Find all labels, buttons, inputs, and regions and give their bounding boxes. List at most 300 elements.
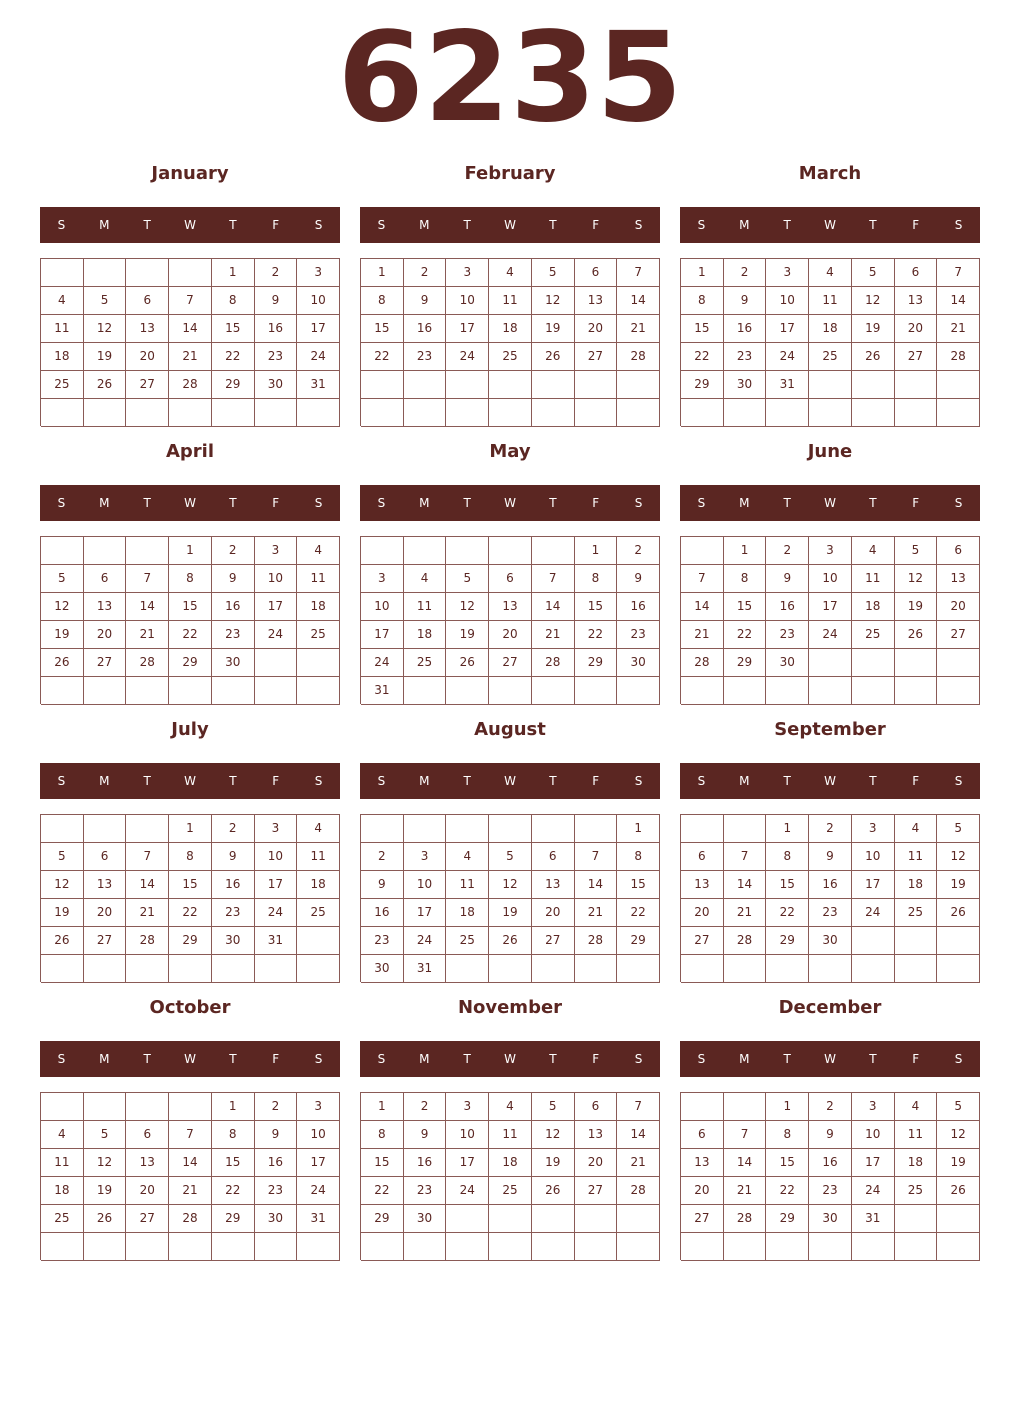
empty-cell [809,1233,852,1261]
day-cell: 5 [937,1093,980,1121]
day-cell: 14 [169,315,212,343]
day-cell: 21 [724,1177,767,1205]
day-cell: 19 [446,621,489,649]
day-cell: 22 [212,1177,255,1205]
day-cell: 26 [84,1205,127,1233]
weekday-label: S [314,774,323,788]
day-cell: 31 [361,677,404,705]
empty-cell [361,371,404,399]
empty-cell [404,537,447,565]
day-cell: 22 [169,899,212,927]
day-cell: 24 [255,899,298,927]
empty-cell [361,815,404,843]
month-name: July [171,719,209,740]
day-cell: 25 [41,1205,84,1233]
weekday-label: F [272,218,280,232]
day-cell: 10 [297,1121,340,1149]
weekday-label: T [229,774,237,788]
day-cell: 9 [617,565,660,593]
day-cell: 7 [169,1121,212,1149]
day-cell: 11 [895,843,938,871]
empty-cell [297,927,340,955]
weekday-label: S [634,218,643,232]
weekday-label: W [824,1052,836,1066]
empty-cell [255,1233,298,1261]
empty-cell [617,1233,660,1261]
day-cell: 17 [852,871,895,899]
empty-cell [41,259,84,287]
day-cell: 16 [361,899,404,927]
empty-cell [766,955,809,983]
empty-cell [681,1233,724,1261]
empty-cell [404,815,447,843]
day-cell: 22 [766,1177,809,1205]
day-cell: 21 [169,343,212,371]
empty-cell [255,677,298,705]
day-cell: 10 [809,565,852,593]
empty-cell [297,955,340,983]
weekday-label: S [954,774,963,788]
day-cell: 3 [361,565,404,593]
day-cell: 22 [724,621,767,649]
day-cell: 12 [937,843,980,871]
day-cell: 19 [937,871,980,899]
weekday-label: S [634,1052,643,1066]
weekday-label: S [697,496,706,510]
weekday-label: W [824,218,836,232]
day-cell: 10 [255,565,298,593]
day-cell: 28 [169,1205,212,1233]
weekday-label: S [314,218,323,232]
day-cell: 9 [724,287,767,315]
day-cell: 17 [446,315,489,343]
month-name: April [165,441,215,462]
day-cell: 5 [41,843,84,871]
day-cell: 6 [681,843,724,871]
day-cell: 26 [532,343,575,371]
day-cell: 20 [84,899,127,927]
empty-cell [169,1093,212,1121]
day-cell: 21 [617,315,660,343]
day-cell: 27 [895,343,938,371]
weekday-label: S [697,1052,706,1066]
weekday-label: S [57,218,66,232]
day-cell: 15 [169,593,212,621]
day-cell: 14 [617,287,660,315]
weekday-label: T [783,496,791,510]
day-cell: 31 [404,955,447,983]
weekday-header [360,207,660,243]
day-cell: 1 [212,259,255,287]
empty-cell [617,677,660,705]
empty-cell [126,259,169,287]
day-cell: 6 [575,259,618,287]
day-cell: 11 [809,287,852,315]
weekday-label: W [824,774,836,788]
day-grid [40,1092,340,1260]
weekday-label: M [99,774,110,788]
day-cell: 3 [255,537,298,565]
day-cell: 12 [532,1121,575,1149]
empty-cell [84,955,127,983]
empty-cell [404,1233,447,1261]
day-cell: 29 [766,927,809,955]
day-cell: 30 [404,1205,447,1233]
empty-cell [489,1233,532,1261]
day-cell: 3 [297,259,340,287]
day-cell: 21 [937,315,980,343]
day-cell: 15 [617,871,660,899]
empty-cell [724,1233,767,1261]
weekday-header [360,485,660,521]
weekday-label: T [783,774,791,788]
empty-cell [297,649,340,677]
day-cell: 10 [852,843,895,871]
weekday-label: M [99,218,110,232]
day-cell: 14 [724,871,767,899]
day-cell: 3 [404,843,447,871]
day-cell: 4 [41,1121,84,1149]
empty-cell [895,399,938,427]
day-cell: 12 [852,287,895,315]
weekday-label: T [869,218,877,232]
day-cell: 29 [212,1205,255,1233]
weekday-label: M [99,496,110,510]
empty-cell [937,649,980,677]
weekday-label: S [377,1052,386,1066]
weekday-label: F [592,1052,600,1066]
day-cell: 10 [361,593,404,621]
empty-cell [895,1205,938,1233]
day-cell: 9 [212,565,255,593]
weekday-label: S [57,496,66,510]
day-cell: 4 [489,1093,532,1121]
day-cell: 3 [255,815,298,843]
empty-cell [575,677,618,705]
day-cell: 12 [41,871,84,899]
empty-cell [766,399,809,427]
day-cell: 24 [297,1177,340,1205]
day-cell: 13 [937,565,980,593]
day-cell: 4 [446,843,489,871]
empty-cell [41,399,84,427]
weekday-label: T [549,496,557,510]
day-cell: 22 [766,899,809,927]
empty-cell [617,955,660,983]
day-cell: 7 [724,1121,767,1149]
empty-cell [532,955,575,983]
day-cell: 4 [489,259,532,287]
day-cell: 27 [575,343,618,371]
empty-cell [212,399,255,427]
day-cell: 4 [41,287,84,315]
weekday-header [680,207,980,243]
empty-cell [895,955,938,983]
day-grid [360,536,660,704]
day-cell: 2 [361,843,404,871]
empty-cell [212,955,255,983]
day-cell: 15 [724,593,767,621]
day-cell: 24 [766,343,809,371]
day-cell: 3 [446,1093,489,1121]
weekday-label: S [697,218,706,232]
day-cell: 1 [681,259,724,287]
day-cell: 9 [255,1121,298,1149]
day-cell: 21 [617,1149,660,1177]
day-cell: 14 [126,593,169,621]
day-cell: 29 [361,1205,404,1233]
day-cell: 29 [681,371,724,399]
empty-cell [84,1233,127,1261]
day-cell: 28 [169,371,212,399]
day-cell: 13 [575,287,618,315]
weekday-label: F [272,496,280,510]
weekday-label: S [377,774,386,788]
day-cell: 7 [575,843,618,871]
day-cell: 16 [212,593,255,621]
day-cell: 26 [446,649,489,677]
day-cell: 14 [724,1149,767,1177]
day-cell: 9 [255,287,298,315]
day-cell: 4 [852,537,895,565]
weekday-label: S [57,1052,66,1066]
day-cell: 25 [489,1177,532,1205]
day-cell: 2 [766,537,809,565]
day-cell: 18 [489,315,532,343]
day-cell: 23 [809,1177,852,1205]
empty-cell [937,371,980,399]
day-cell: 13 [681,871,724,899]
empty-cell [404,399,447,427]
day-cell: 11 [489,287,532,315]
empty-cell [169,955,212,983]
day-cell: 1 [766,815,809,843]
weekday-label: W [504,496,516,510]
day-cell: 25 [297,899,340,927]
weekday-label: T [549,1052,557,1066]
day-cell: 23 [404,343,447,371]
day-cell: 10 [255,843,298,871]
day-cell: 31 [297,1205,340,1233]
day-cell: 14 [937,287,980,315]
empty-cell [84,537,127,565]
day-cell: 13 [126,1149,169,1177]
day-cell: 8 [212,1121,255,1149]
day-cell: 23 [724,343,767,371]
day-cell: 27 [575,1177,618,1205]
weekday-label: M [419,1052,430,1066]
day-cell: 4 [895,1093,938,1121]
day-cell: 2 [404,259,447,287]
weekday-label: T [869,1052,877,1066]
day-cell: 1 [766,1093,809,1121]
empty-cell [532,537,575,565]
day-cell: 20 [575,1149,618,1177]
empty-cell [766,1233,809,1261]
day-cell: 25 [895,899,938,927]
empty-cell [41,677,84,705]
weekday-label: F [912,1052,920,1066]
empty-cell [852,371,895,399]
empty-cell [255,649,298,677]
weekday-label: S [314,496,323,510]
day-cell: 5 [41,565,84,593]
empty-cell [937,955,980,983]
day-cell: 15 [681,315,724,343]
day-cell: 21 [681,621,724,649]
day-cell: 18 [446,899,489,927]
empty-cell [489,399,532,427]
empty-cell [937,399,980,427]
day-cell: 5 [532,259,575,287]
day-cell: 25 [895,1177,938,1205]
day-cell: 17 [809,593,852,621]
day-cell: 26 [41,927,84,955]
day-grid [680,1092,980,1260]
weekday-label: M [419,496,430,510]
day-cell: 8 [361,1121,404,1149]
day-cell: 18 [297,593,340,621]
empty-cell [446,677,489,705]
day-cell: 20 [681,1177,724,1205]
month-name: June [807,441,853,462]
month-name: August [474,719,546,740]
day-cell: 22 [681,343,724,371]
day-cell: 21 [126,899,169,927]
month-name: December [778,997,882,1018]
day-cell: 24 [446,343,489,371]
weekday-label: T [463,774,471,788]
empty-cell [937,927,980,955]
day-cell: 7 [724,843,767,871]
day-cell: 11 [404,593,447,621]
day-cell: 11 [41,315,84,343]
day-cell: 10 [852,1121,895,1149]
day-cell: 6 [489,565,532,593]
day-cell: 18 [895,871,938,899]
day-cell: 12 [489,871,532,899]
day-cell: 9 [404,287,447,315]
year-title: 6235 [337,6,683,150]
empty-cell [575,955,618,983]
weekday-label: M [739,496,750,510]
day-cell: 23 [255,343,298,371]
weekday-label: W [824,496,836,510]
day-cell: 7 [617,259,660,287]
day-grid [680,258,980,426]
day-cell: 19 [41,899,84,927]
empty-cell [84,815,127,843]
empty-cell [617,1205,660,1233]
weekday-header [680,485,980,521]
day-cell: 12 [895,565,938,593]
day-cell: 30 [809,1205,852,1233]
day-cell: 29 [724,649,767,677]
day-cell: 29 [212,371,255,399]
day-cell: 15 [361,1149,404,1177]
weekday-label: F [912,218,920,232]
day-cell: 8 [575,565,618,593]
day-cell: 20 [895,315,938,343]
day-cell: 15 [766,871,809,899]
empty-cell [575,1233,618,1261]
day-cell: 5 [84,287,127,315]
day-cell: 23 [212,621,255,649]
empty-cell [446,537,489,565]
day-cell: 26 [532,1177,575,1205]
day-cell: 28 [724,1205,767,1233]
day-cell: 7 [126,843,169,871]
weekday-label: S [634,774,643,788]
day-cell: 24 [852,1177,895,1205]
day-cell: 8 [724,565,767,593]
weekday-label: T [229,1052,237,1066]
weekday-label: T [463,1052,471,1066]
day-cell: 20 [489,621,532,649]
empty-cell [41,815,84,843]
day-cell: 23 [255,1177,298,1205]
day-cell: 10 [446,287,489,315]
empty-cell [446,955,489,983]
day-cell: 3 [852,815,895,843]
empty-cell [446,815,489,843]
empty-cell [575,815,618,843]
weekday-label: S [954,1052,963,1066]
empty-cell [126,399,169,427]
empty-cell [532,399,575,427]
day-cell: 30 [766,649,809,677]
month-name: September [774,719,886,740]
day-cell: 29 [169,927,212,955]
day-cell: 7 [937,259,980,287]
day-cell: 12 [446,593,489,621]
day-cell: 22 [575,621,618,649]
day-cell: 27 [681,1205,724,1233]
day-cell: 20 [84,621,127,649]
month-name: October [149,997,231,1018]
empty-cell [809,649,852,677]
day-cell: 16 [724,315,767,343]
weekday-label: T [869,496,877,510]
day-cell: 19 [84,1177,127,1205]
day-cell: 14 [681,593,724,621]
weekday-label: F [272,1052,280,1066]
day-cell: 30 [361,955,404,983]
day-cell: 5 [489,843,532,871]
day-cell: 16 [617,593,660,621]
day-cell: 19 [532,1149,575,1177]
empty-cell [361,537,404,565]
day-cell: 2 [724,259,767,287]
day-cell: 6 [575,1093,618,1121]
day-cell: 8 [212,287,255,315]
day-cell: 21 [575,899,618,927]
empty-cell [297,677,340,705]
day-cell: 9 [766,565,809,593]
empty-cell [532,677,575,705]
day-cell: 5 [852,259,895,287]
day-cell: 2 [255,1093,298,1121]
day-cell: 9 [212,843,255,871]
empty-cell [852,677,895,705]
day-cell: 3 [446,259,489,287]
day-cell: 16 [255,315,298,343]
weekday-label: S [954,218,963,232]
day-cell: 25 [404,649,447,677]
day-cell: 19 [41,621,84,649]
day-cell: 27 [126,371,169,399]
day-cell: 3 [852,1093,895,1121]
